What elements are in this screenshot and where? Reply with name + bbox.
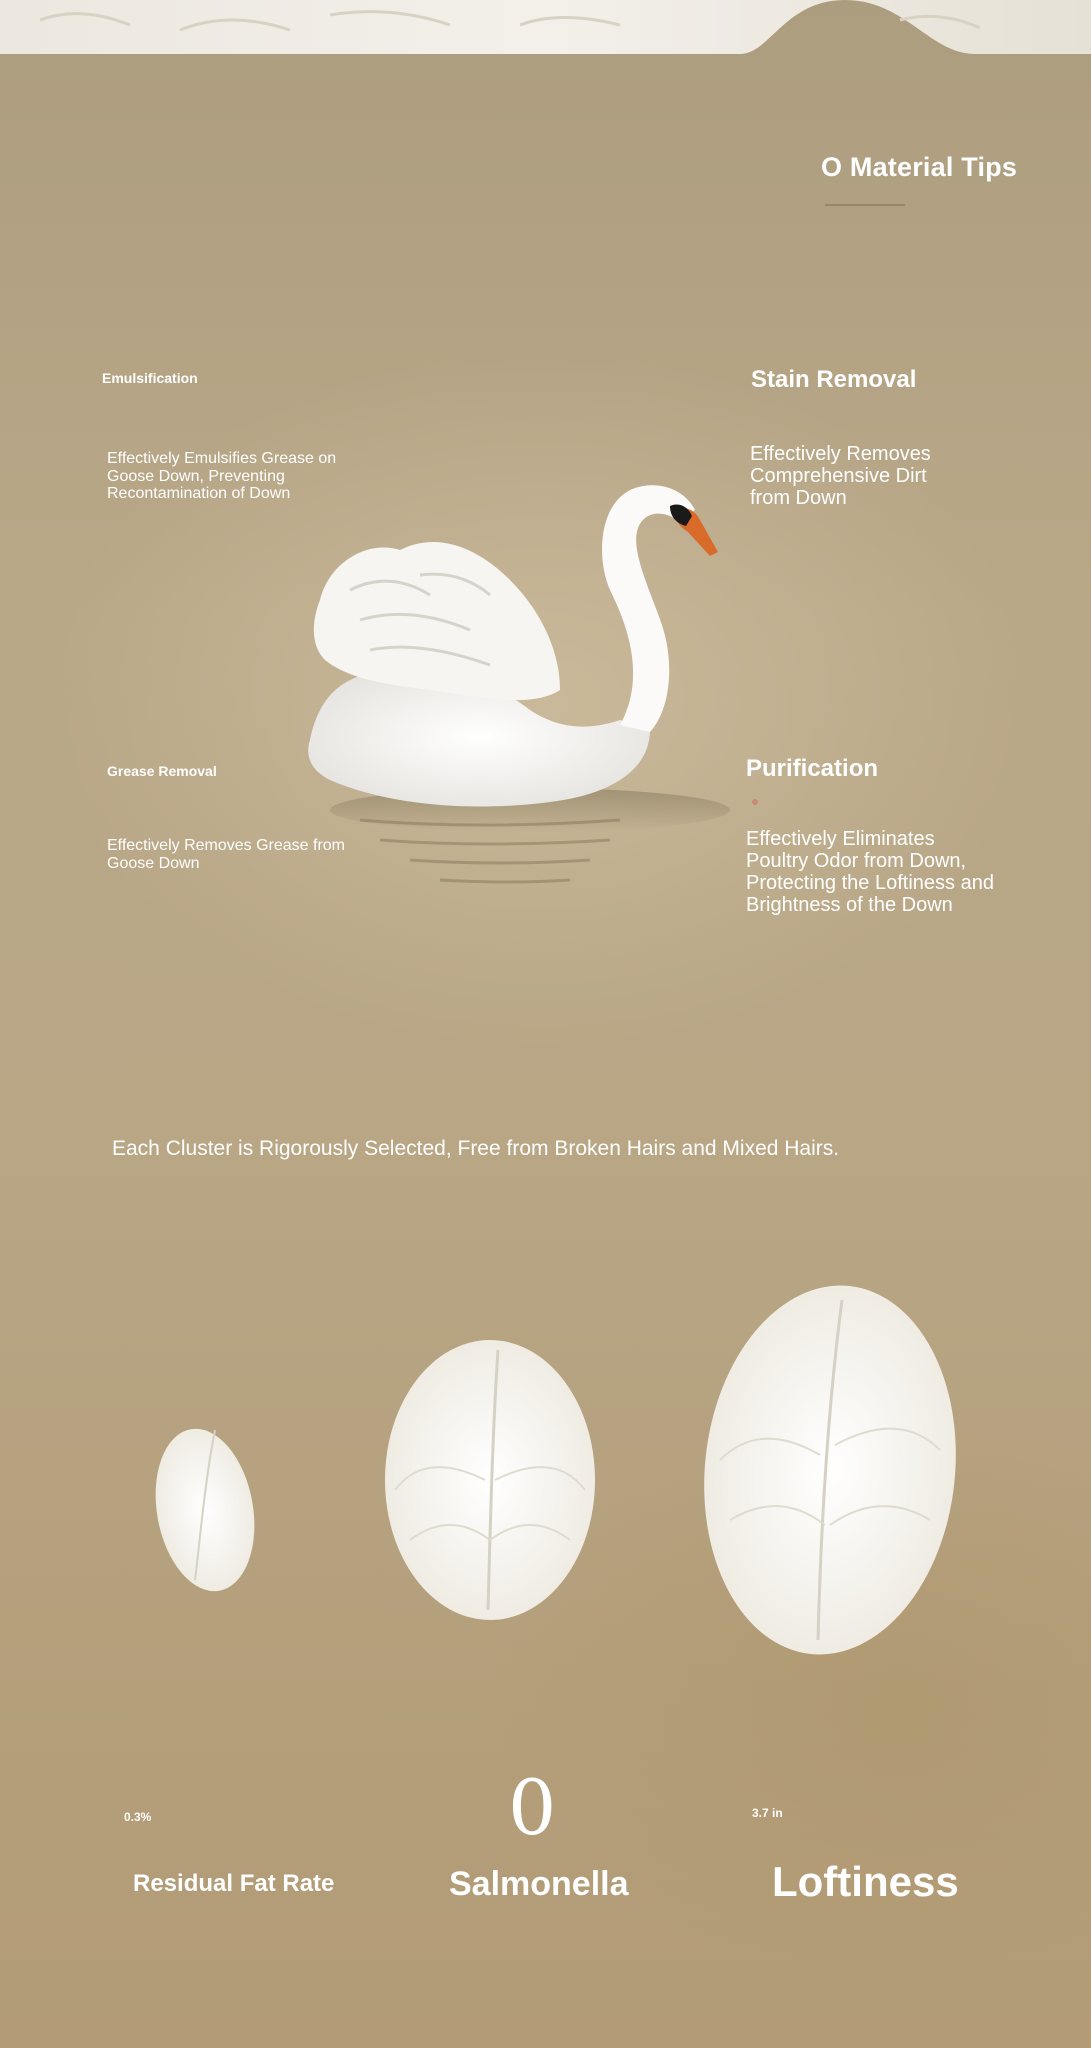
down-feathers-image <box>120 1280 990 1700</box>
feather-banner-image <box>0 0 1091 54</box>
feature-description-emulsification: Effectively Emulsifies Grease on Goose Down, Preventing Recontamination of Down <box>107 450 337 503</box>
stat-value-salmonella: 0 <box>508 1763 557 1852</box>
stat-label-salmonella: Salmonella <box>449 1865 629 1903</box>
feature-description-stain-removal: Effectively Removes Comprehensive Dirt from Down <box>750 443 931 509</box>
title-underline <box>825 204 905 206</box>
swan-image <box>290 480 750 920</box>
feature-description-grease-removal: Effectively Removes Grease from Goose Down <box>107 837 346 872</box>
stat-label-residual-fat-rate: Residual Fat Rate <box>133 1870 335 1897</box>
feature-title-emulsification: Emulsification <box>102 370 198 386</box>
stat-value-loftiness: 3.7 in <box>752 1806 783 1820</box>
page-title: O Material Tips <box>821 152 1018 182</box>
feature-title-stain-removal: Stain Removal <box>751 366 917 393</box>
tagline: Each Cluster is Rigorously Selected, Free from Broken Hairs and Mixed Hairs. <box>112 1137 840 1160</box>
accent-dot <box>752 799 758 805</box>
stat-label-loftiness: Loftiness <box>772 1858 959 1905</box>
stat-value-residual-fat-rate: 0.3% <box>124 1810 152 1824</box>
feature-description-purification: Effectively Eliminates Poultry Odor from Down, Protecting the Loftiness and Brightness of the Down <box>746 828 994 916</box>
feature-title-grease-removal: Grease Removal <box>107 763 217 779</box>
feature-title-purification: Purification <box>746 755 879 782</box>
